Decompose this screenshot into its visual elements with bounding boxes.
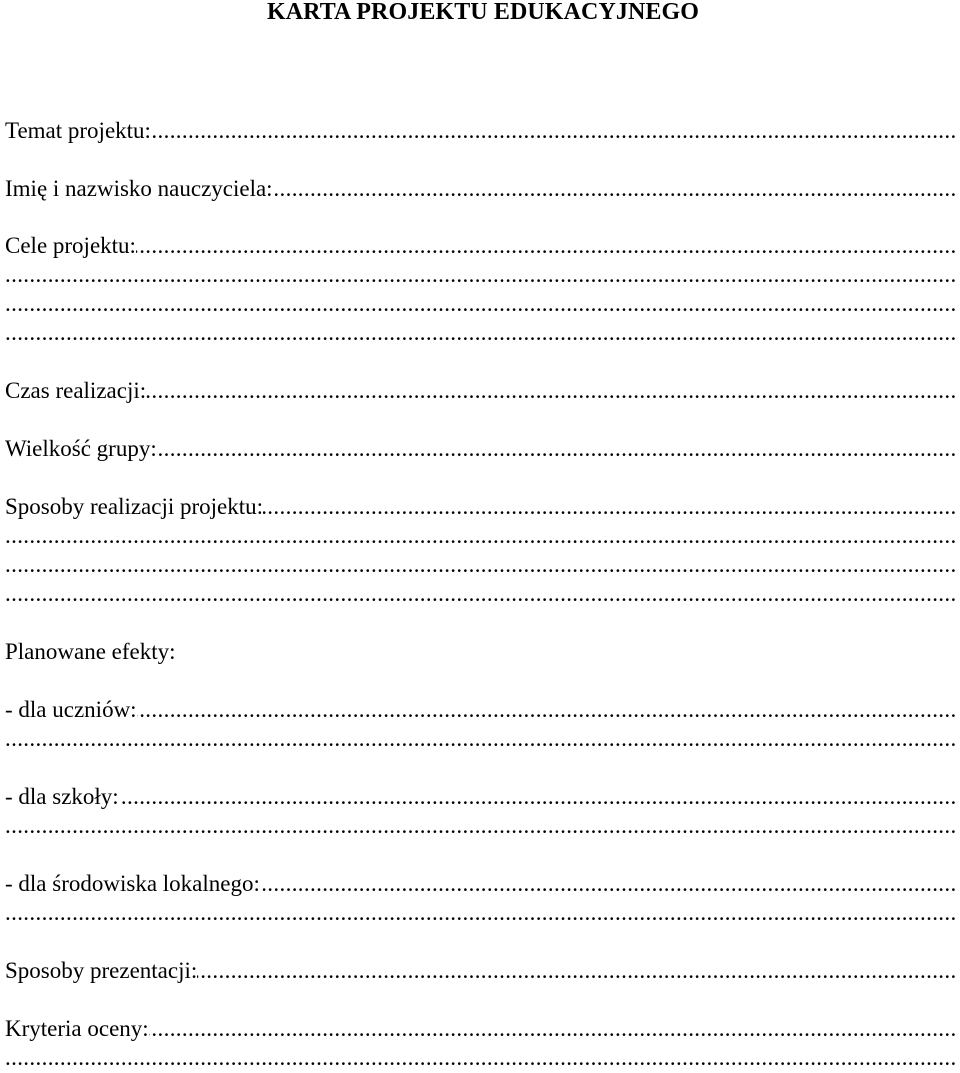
field-temat-projektu[interactable] (5, 116, 958, 146)
field-label: Temat projektu: (5, 118, 151, 143)
field-wielkosc-grupy[interactable] (5, 434, 958, 464)
field-label: Kryteria oceny: (5, 1016, 149, 1041)
field-kryteria-oceny[interactable] (5, 1014, 958, 1044)
field-czas-realizacji[interactable] (5, 376, 958, 406)
field-sposoby-realizacji-line-2[interactable] (5, 521, 958, 551)
field-label: - dla szkoły: (5, 784, 119, 809)
field-dla-uczniow-line-2[interactable] (5, 724, 958, 754)
field-dla-uczniow[interactable] (5, 695, 958, 725)
field-sposoby-realizacji[interactable] (5, 492, 958, 522)
field-label: Czas realizacji: (5, 378, 147, 403)
field-cele-projektu-line-2[interactable] (5, 260, 958, 290)
field-cele-projektu-line-4[interactable] (5, 318, 958, 348)
section-label: Planowane efekty: (5, 639, 958, 664)
field-imie-nazwisko-nauczyciela[interactable] (5, 174, 958, 204)
field-label: Wielkość grupy: (5, 436, 157, 461)
field-cele-projektu-line-3[interactable] (5, 289, 958, 319)
field-sposoby-realizacji-line-3[interactable] (5, 550, 958, 580)
field-label: - dla uczniów: (5, 697, 137, 722)
field-label: Sposoby prezentacji: (5, 958, 198, 983)
field-label: Cele projektu: (5, 233, 136, 258)
field-dla-szkoly-line-2[interactable] (5, 811, 958, 841)
field-cele-projektu[interactable] (5, 231, 958, 261)
field-label: Sposoby realizacji projektu: (5, 494, 264, 519)
field-label: - dla środowiska lokalnego: (5, 871, 260, 896)
section-planowane-efekty (5, 637, 958, 667)
page-title: KARTA PROJEKTU EDUKACYJNEGO (266, 0, 700, 25)
field-sposoby-prezentacji[interactable] (5, 956, 958, 986)
field-dla-srodowiska-lokalnego[interactable] (5, 869, 958, 899)
field-label: Imię i nazwisko nauczyciela: (5, 176, 273, 201)
field-dla-srodowiska-lokalnego-line-2[interactable] (5, 898, 958, 928)
field-sposoby-realizacji-line-4[interactable] (5, 579, 958, 609)
field-dla-szkoly[interactable] (5, 782, 958, 812)
